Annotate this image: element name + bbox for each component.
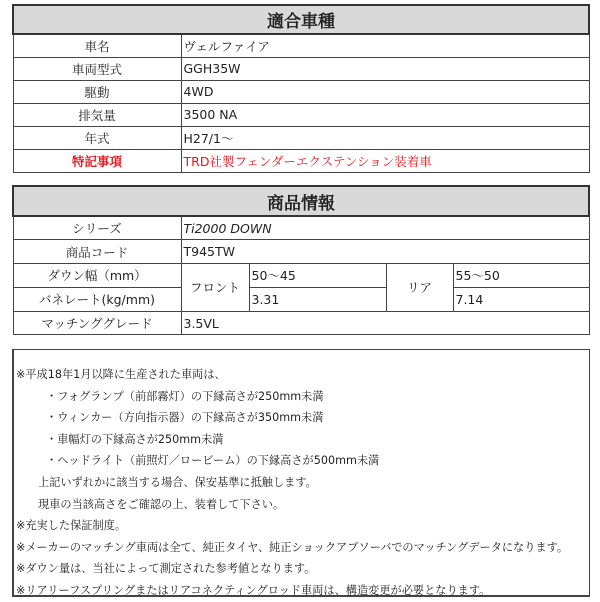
table-row: [13, 311, 589, 335]
note-line: ※リアリーフスプリングまたはリアコネクティングロッド車両は、構造変更が必要となります。: [16, 583, 491, 597]
row-value: TRD社製フェンダーエクステンション装着車: [181, 149, 589, 172]
rear-down-value: 55～50: [453, 264, 589, 288]
row-label: 特記事項: [13, 149, 181, 172]
rate-label: バネレート(kg/mm): [13, 287, 181, 311]
series-label: シリーズ: [13, 216, 181, 240]
vehicle-table-title: 適合車種: [13, 5, 589, 34]
row-label: 車両型式: [13, 57, 181, 80]
grade-value: 3.5VL: [181, 311, 589, 335]
row-label: 排気量: [13, 103, 181, 126]
row-value: 3500 NA: [181, 103, 589, 126]
code-label: 商品コード: [13, 240, 181, 264]
note-line: 現車の当該高さをご確認の上、装着して下さい。: [38, 497, 285, 511]
table-row: [13, 126, 589, 149]
table-row: [13, 57, 589, 80]
table-row: [13, 103, 589, 126]
row-label: 車名: [13, 34, 181, 57]
table-row: [13, 264, 589, 288]
product-table-title: 商品情報: [13, 186, 589, 216]
front-rate-value: 3.31: [249, 287, 386, 311]
vehicle-fitment-table: [12, 4, 590, 173]
note-line: ・ウィンカー（方向指示器）の下縁高さが350mm未満: [46, 411, 324, 425]
note-line: ※充実した保証制度。: [16, 519, 127, 533]
table-row: [13, 216, 589, 240]
notes-box: [12, 349, 590, 597]
down-label: ダウン幅（mm）: [13, 264, 181, 288]
note-line: ※メーカーのマッチング車両は全て、純正タイヤ、純正ショックアブソーバでのマッチングデータになります。: [16, 540, 569, 554]
row-value: 4WD: [181, 80, 589, 103]
series-value: Ti2000 DOWN: [181, 216, 589, 240]
table-row: [13, 287, 589, 311]
row-label: 年式: [13, 126, 181, 149]
note-line: ・車幅灯の下縁高さが250mm未満: [46, 432, 224, 446]
table-row: [13, 240, 589, 264]
note-line: ※平成18年1月以降に生産された車両は、: [16, 368, 226, 381]
rear-rate-value: 7.14: [453, 287, 589, 311]
code-value: T945TW: [181, 240, 589, 264]
front-down-value: 50～45: [249, 264, 386, 288]
table-row-special-notes: [13, 149, 589, 172]
note-line: ・ヘッドライト（前照灯／ロービーム）の下縁高さが500mm未満: [46, 454, 380, 468]
row-value: H27/1～: [181, 126, 589, 149]
note-line: ・フォグランプ（前部霧灯）の下縁高さが250mm未満: [46, 389, 324, 403]
table-row: [13, 80, 589, 103]
row-value: GGH35W: [181, 57, 589, 80]
note-line: ※ダウン量は、当社によって測定された参考値となります。: [16, 562, 316, 576]
product-info-table: [12, 185, 590, 335]
row-value: ヴェルファイア: [181, 34, 589, 57]
table-row: [13, 34, 589, 57]
row-label: 駆動: [13, 80, 181, 103]
rear-label: リア: [386, 264, 453, 312]
front-label: フロント: [181, 264, 249, 312]
note-line: 上記いずれかに該当する場合、保安基準に抵触します。: [38, 475, 317, 489]
grade-label: マッチンググレード: [13, 311, 181, 335]
